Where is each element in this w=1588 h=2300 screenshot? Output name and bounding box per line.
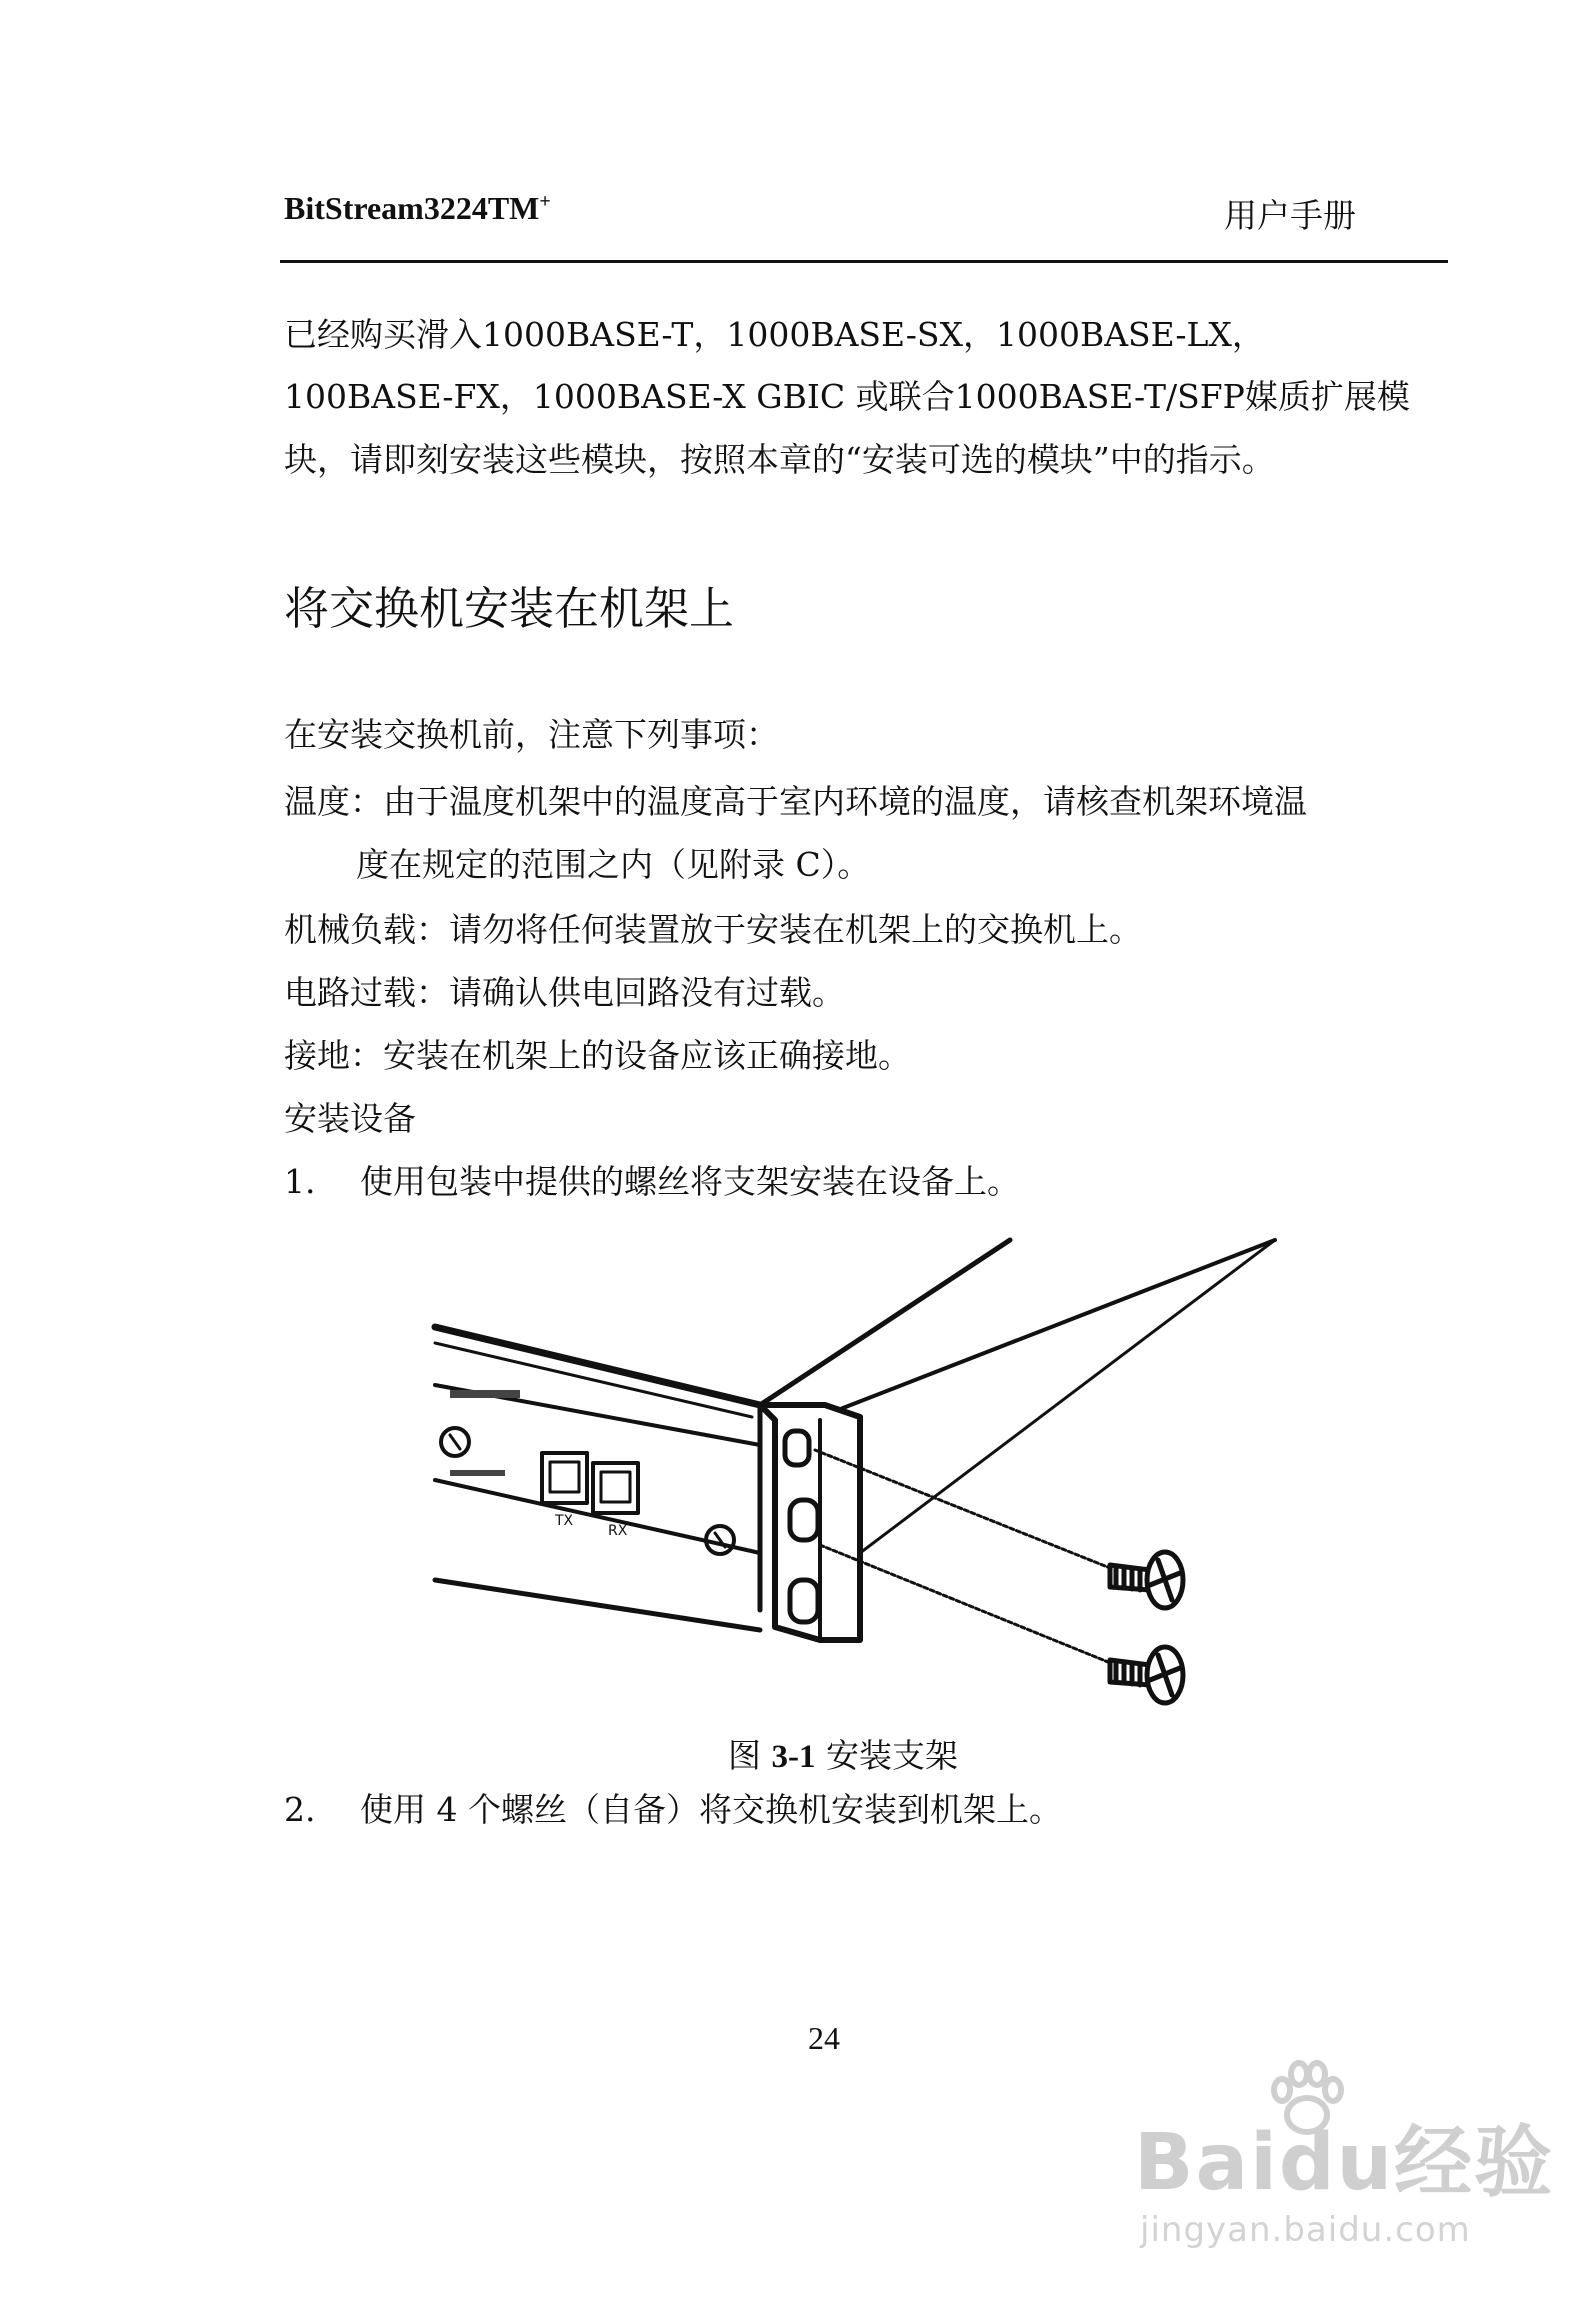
header-doc-type: 用户手册 xyxy=(1224,196,1356,235)
page-number: 24 xyxy=(808,2020,840,2056)
intro-line-1: 已经购买滑入1000BASE-T，1000BASE-SX，1000BASE-LX， xyxy=(284,315,1265,354)
note-temperature: 温度：由于温度机架中的温度高于室内环境的温度，请核查机架环境温 xyxy=(284,782,1307,821)
bracket-install-figure xyxy=(430,1235,1310,1715)
figure-caption: 图 3-1 安装支架 xyxy=(728,1736,958,1775)
section-title: 将交换机安装在机架上 xyxy=(284,582,735,635)
step-1-number: 1. xyxy=(284,1162,316,1201)
install-heading: 安装设备 xyxy=(284,1099,416,1138)
note-circuit-overload: 电路过载：请确认供电回路没有过载。 xyxy=(284,973,845,1012)
header-divider xyxy=(280,260,1448,263)
note-temperature-cont: 度在规定的范围之内（见附录 C）。 xyxy=(356,845,871,884)
watermark-url: jingyan.baidu.com xyxy=(1140,2210,1471,2250)
note-mechanical-load: 机械负载：请勿将任何装置放于安装在机架上的交换机上。 xyxy=(284,910,1142,949)
port-tx-label: TX xyxy=(555,1513,574,1529)
intro-line-3: 块，请即刻安装这些模块，按照本章的“安装可选的模块”中的指示。 xyxy=(284,440,1275,479)
step-2-text: 使用 4 个螺丝（自备）将交换机安装到机架上。 xyxy=(360,1790,1062,1829)
step-2-number: 2. xyxy=(284,1790,316,1829)
port-rx-label: RX xyxy=(608,1523,628,1539)
watermark-brand: Baidu经验 xyxy=(1134,2118,1555,2208)
header-product-name: BitStream3224TM+ xyxy=(284,190,551,226)
notes-lead: 在安装交换机前，注意下列事项： xyxy=(284,715,779,754)
step-1-text: 使用包装中提供的螺丝将支架安装在设备上。 xyxy=(360,1162,1020,1201)
intro-line-2: 100BASE-FX，1000BASE-X GBIC 或联合1000BASE-T/SFP媒质扩展模 xyxy=(284,377,1410,416)
note-grounding: 接地：安装在机架上的设备应该正确接地。 xyxy=(284,1036,911,1075)
header-product-sup: + xyxy=(539,190,551,213)
